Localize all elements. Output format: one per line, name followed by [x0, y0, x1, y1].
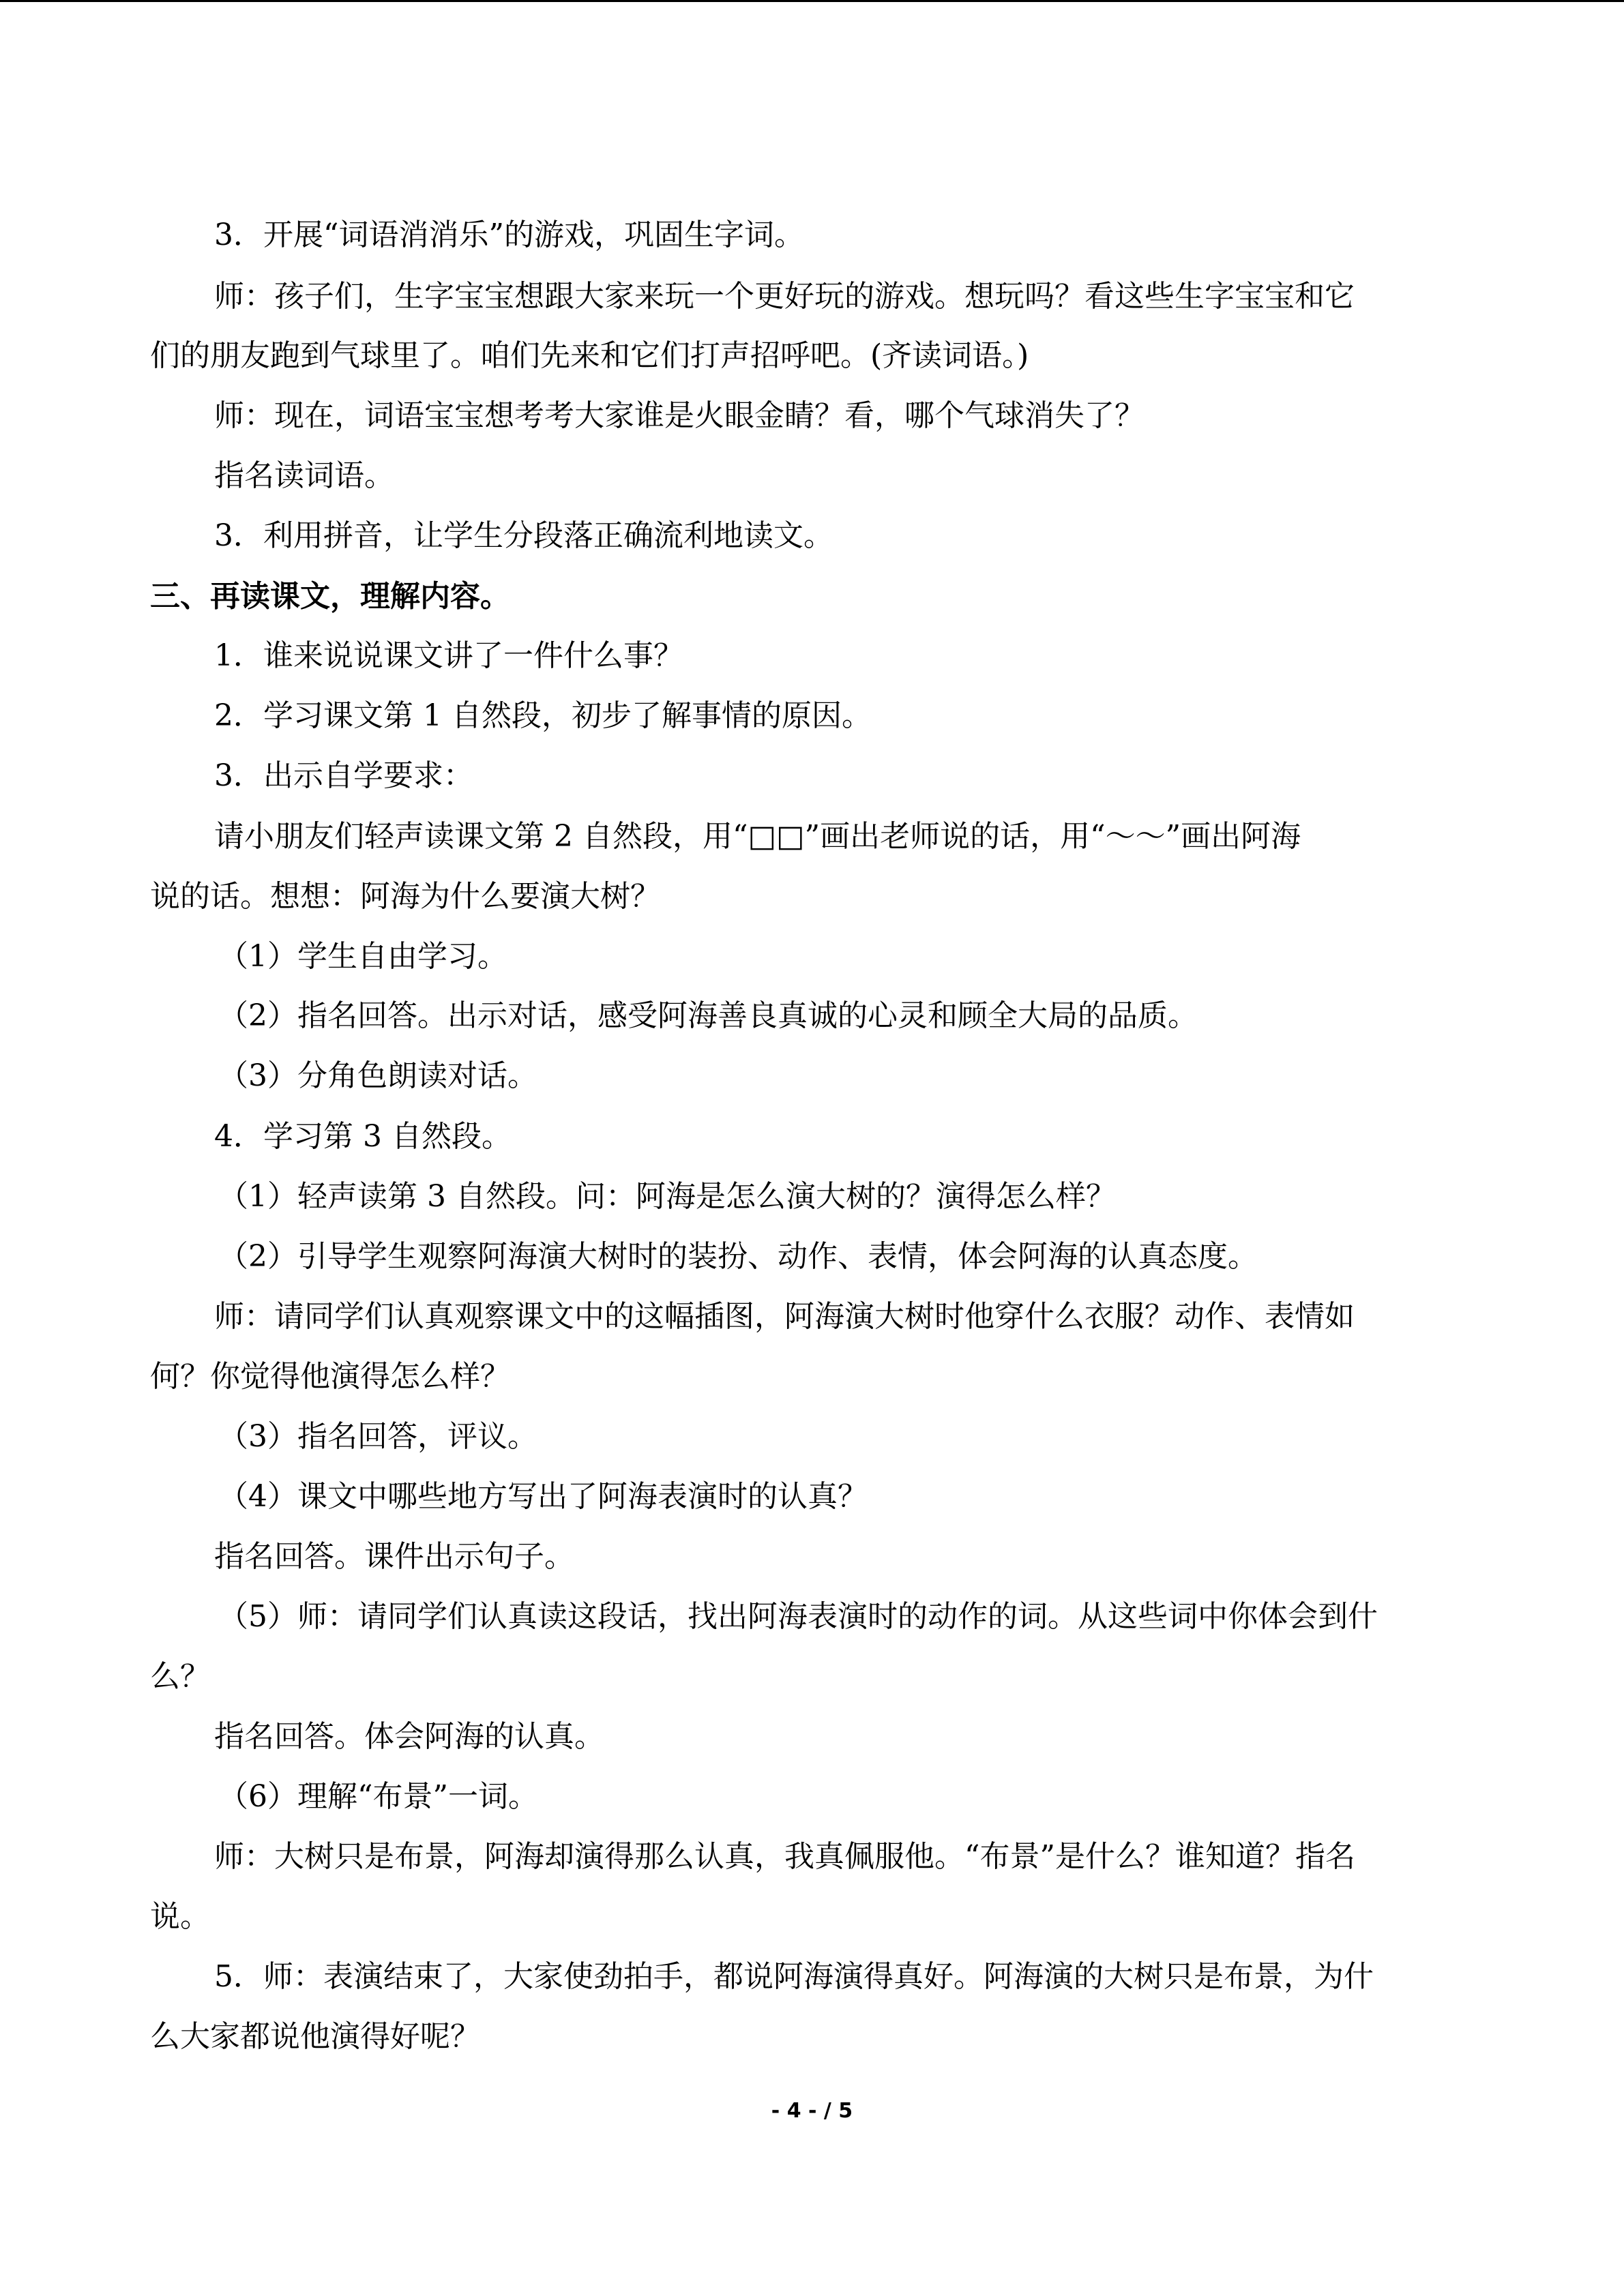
paragraph-line: 3．出示自学要求：: [214, 758, 473, 793]
paragraph-line: 师：孩子们，生字宝宝想跟大家来玩一个更好玩的游戏。想玩吗？看这些生字宝宝和它: [214, 279, 1355, 314]
paragraph-line: 师：请同学们认真观察课文中的这幅插图，阿海演大树时他穿什么衣服？动作、表情如: [214, 1299, 1355, 1334]
section-heading: 三、再读课文，理解内容。: [150, 579, 510, 614]
paragraph-line: （2）指名回答。出示对话，感受阿海善良真诚的心灵和顾全大局的品质。: [218, 998, 1198, 1033]
paragraph-line: （2）引导学生观察阿海演大树时的装扮、动作、表情，体会阿海的认真态度。: [218, 1239, 1258, 1274]
paragraph-line: （4）课文中哪些地方写出了阿海表演时的认真？: [218, 1479, 868, 1514]
paragraph-line: （5）师：请同学们认真读这段话，找出阿海表演时的动作的词。从这些词中你体会到什: [218, 1599, 1378, 1634]
paragraph-line: （1）学生自由学习。: [218, 939, 507, 974]
paragraph-line: （3）分角色朗读对话。: [218, 1058, 537, 1093]
paragraph-line: 5．师：表演结束了，大家使劲拍手，都说阿海演得真好。阿海演的大树只是布景，为什: [214, 1959, 1374, 1994]
paragraph-line: 说的话。想想：阿海为什么要演大树？: [150, 879, 660, 914]
paragraph-line: 们的朋友跑到气球里了。咱们先来和它们打声招呼吧。(齐读词语。): [150, 338, 1029, 373]
paragraph-line: （6）理解“布景”一词。: [218, 1779, 538, 1814]
paragraph-line: 指名回答。课件出示句子。: [214, 1539, 574, 1574]
paragraph-line: 么大家都说他演得好呢？: [150, 2019, 480, 2054]
paragraph-line: 指名读词语。: [214, 458, 394, 493]
paragraph-line: 么？: [150, 1659, 210, 1694]
paragraph-line: 师：大树只是布景，阿海却演得那么认真，我真佩服他。“布景”是什么？谁知道？指名: [214, 1839, 1355, 1874]
paragraph-line: 4．学习第 3 自然段。: [214, 1119, 512, 1154]
paragraph-line: （3）指名回答，评议。: [218, 1419, 537, 1454]
paragraph-line: 何？你觉得他演得怎么样？: [150, 1359, 510, 1394]
paragraph-line: 师：现在，词语宝宝想考考大家谁是火眼金睛？看，哪个气球消失了？: [214, 398, 1145, 433]
paragraph-line: 指名回答。体会阿海的认真。: [214, 1719, 604, 1754]
paragraph-line: 3．开展“词语消消乐”的游戏，巩固生字词。: [214, 218, 804, 252]
paragraph-line: 3．利用拼音，让学生分段落正确流利地读文。: [214, 518, 833, 553]
paragraph-line: （1）轻声读第 3 自然段。问：阿海是怎么演大树的？演得怎么样？: [218, 1179, 1116, 1214]
paragraph-line: 1．谁来说说课文讲了一件什么事？: [214, 638, 683, 673]
paragraph-line: 请小朋友们轻声读课文第 2 自然段，用“□□”画出老师说的话，用“～～”画出阿海: [214, 819, 1301, 854]
paragraph-line: 2．学习课文第 1 自然段，初步了解事情的原因。: [214, 698, 872, 733]
paragraph-line: 说。: [150, 1899, 210, 1934]
page-number: - 4 - / 5: [771, 2099, 853, 2123]
